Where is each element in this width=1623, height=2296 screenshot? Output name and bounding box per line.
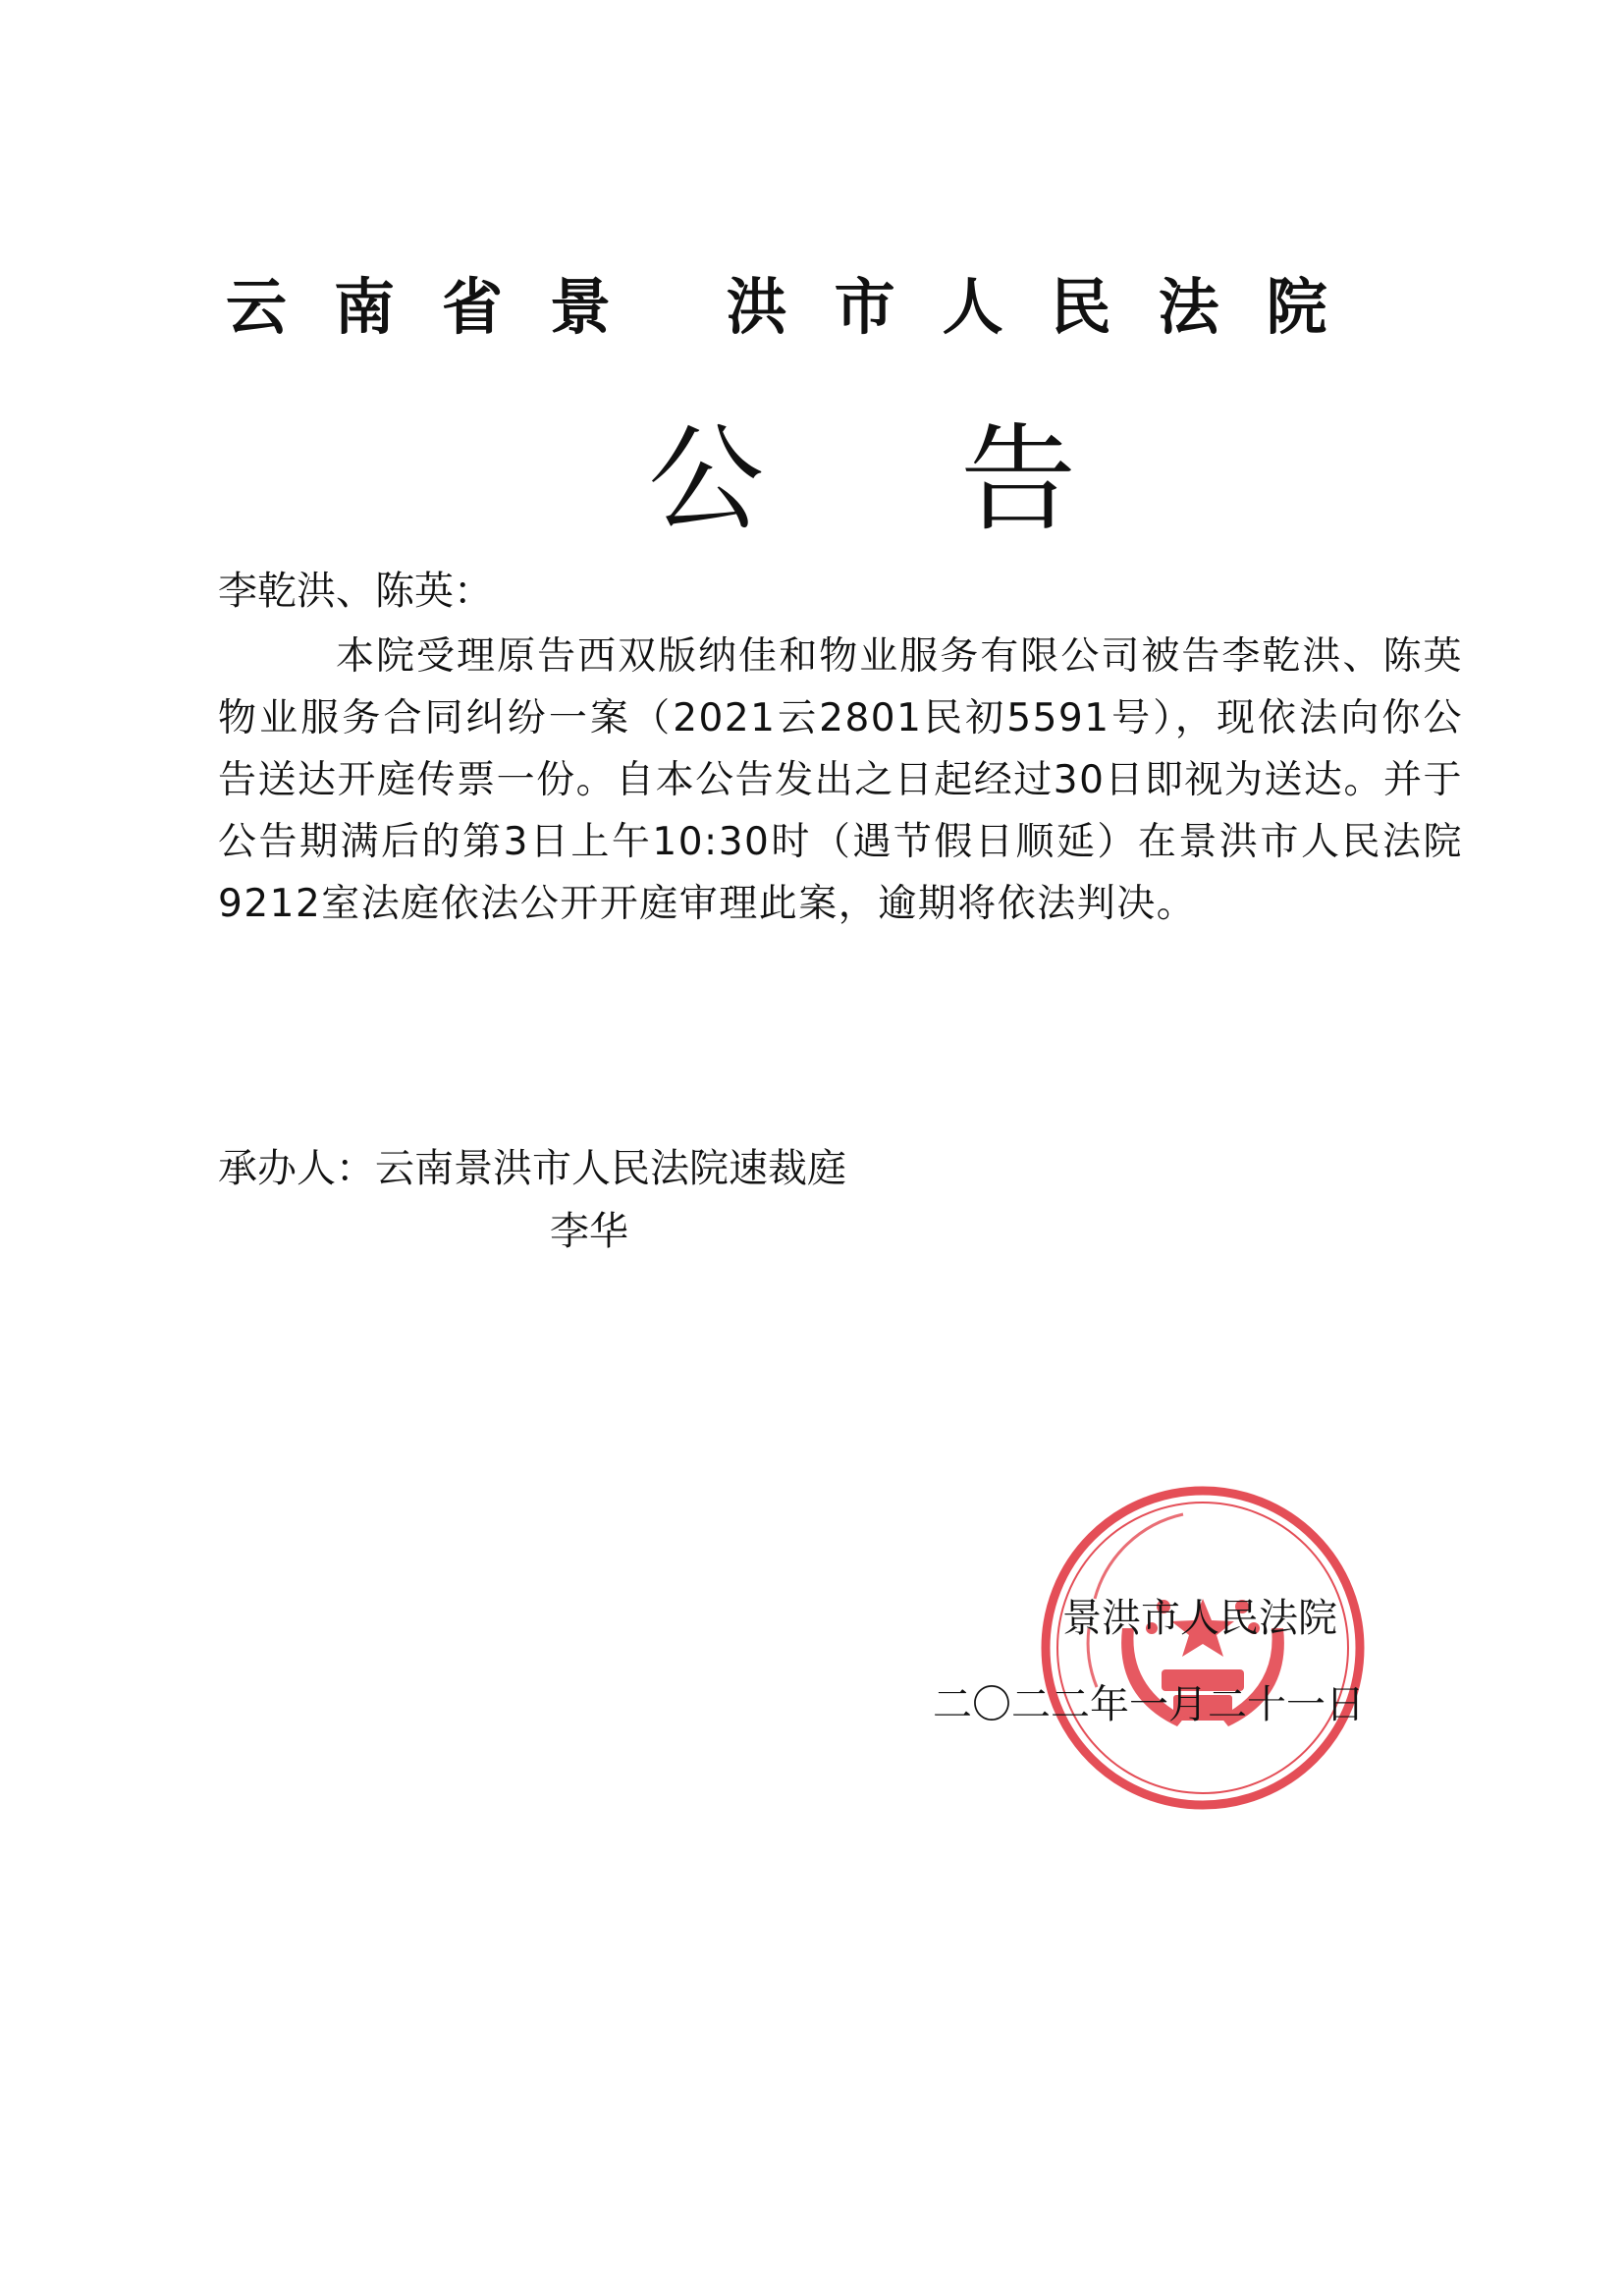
court-title: 云南省景 洪市人民法院 — [226, 271, 1375, 343]
signature-organization: 景洪市人民法院 — [1062, 1596, 1337, 1641]
notice-title: 公告 — [648, 411, 1273, 547]
handler-line: 承办人：云南景洪市人民法院速裁庭 — [218, 1146, 846, 1191]
addressee: 李乾洪、陈英： — [218, 569, 493, 614]
signature-date: 二〇二二年一月二十一日 — [933, 1682, 1365, 1727]
notice-body: 本院受理原告西双版纳佳和物业服务有限公司被告李乾洪、陈英物业服务合同纠纷一案（2021云2801民初5591号），现依法向你公告送达开庭传票一份。自本公告发出之日起经过30日即视为送达。并于公告期满后的第3日上午10:30时（遇节假日顺延）在景洪市人民法院9212室法庭依法公开开庭审理此案，逾期将依法判决。 — [218, 634, 1463, 926]
handler-name: 李华 — [550, 1209, 628, 1254]
